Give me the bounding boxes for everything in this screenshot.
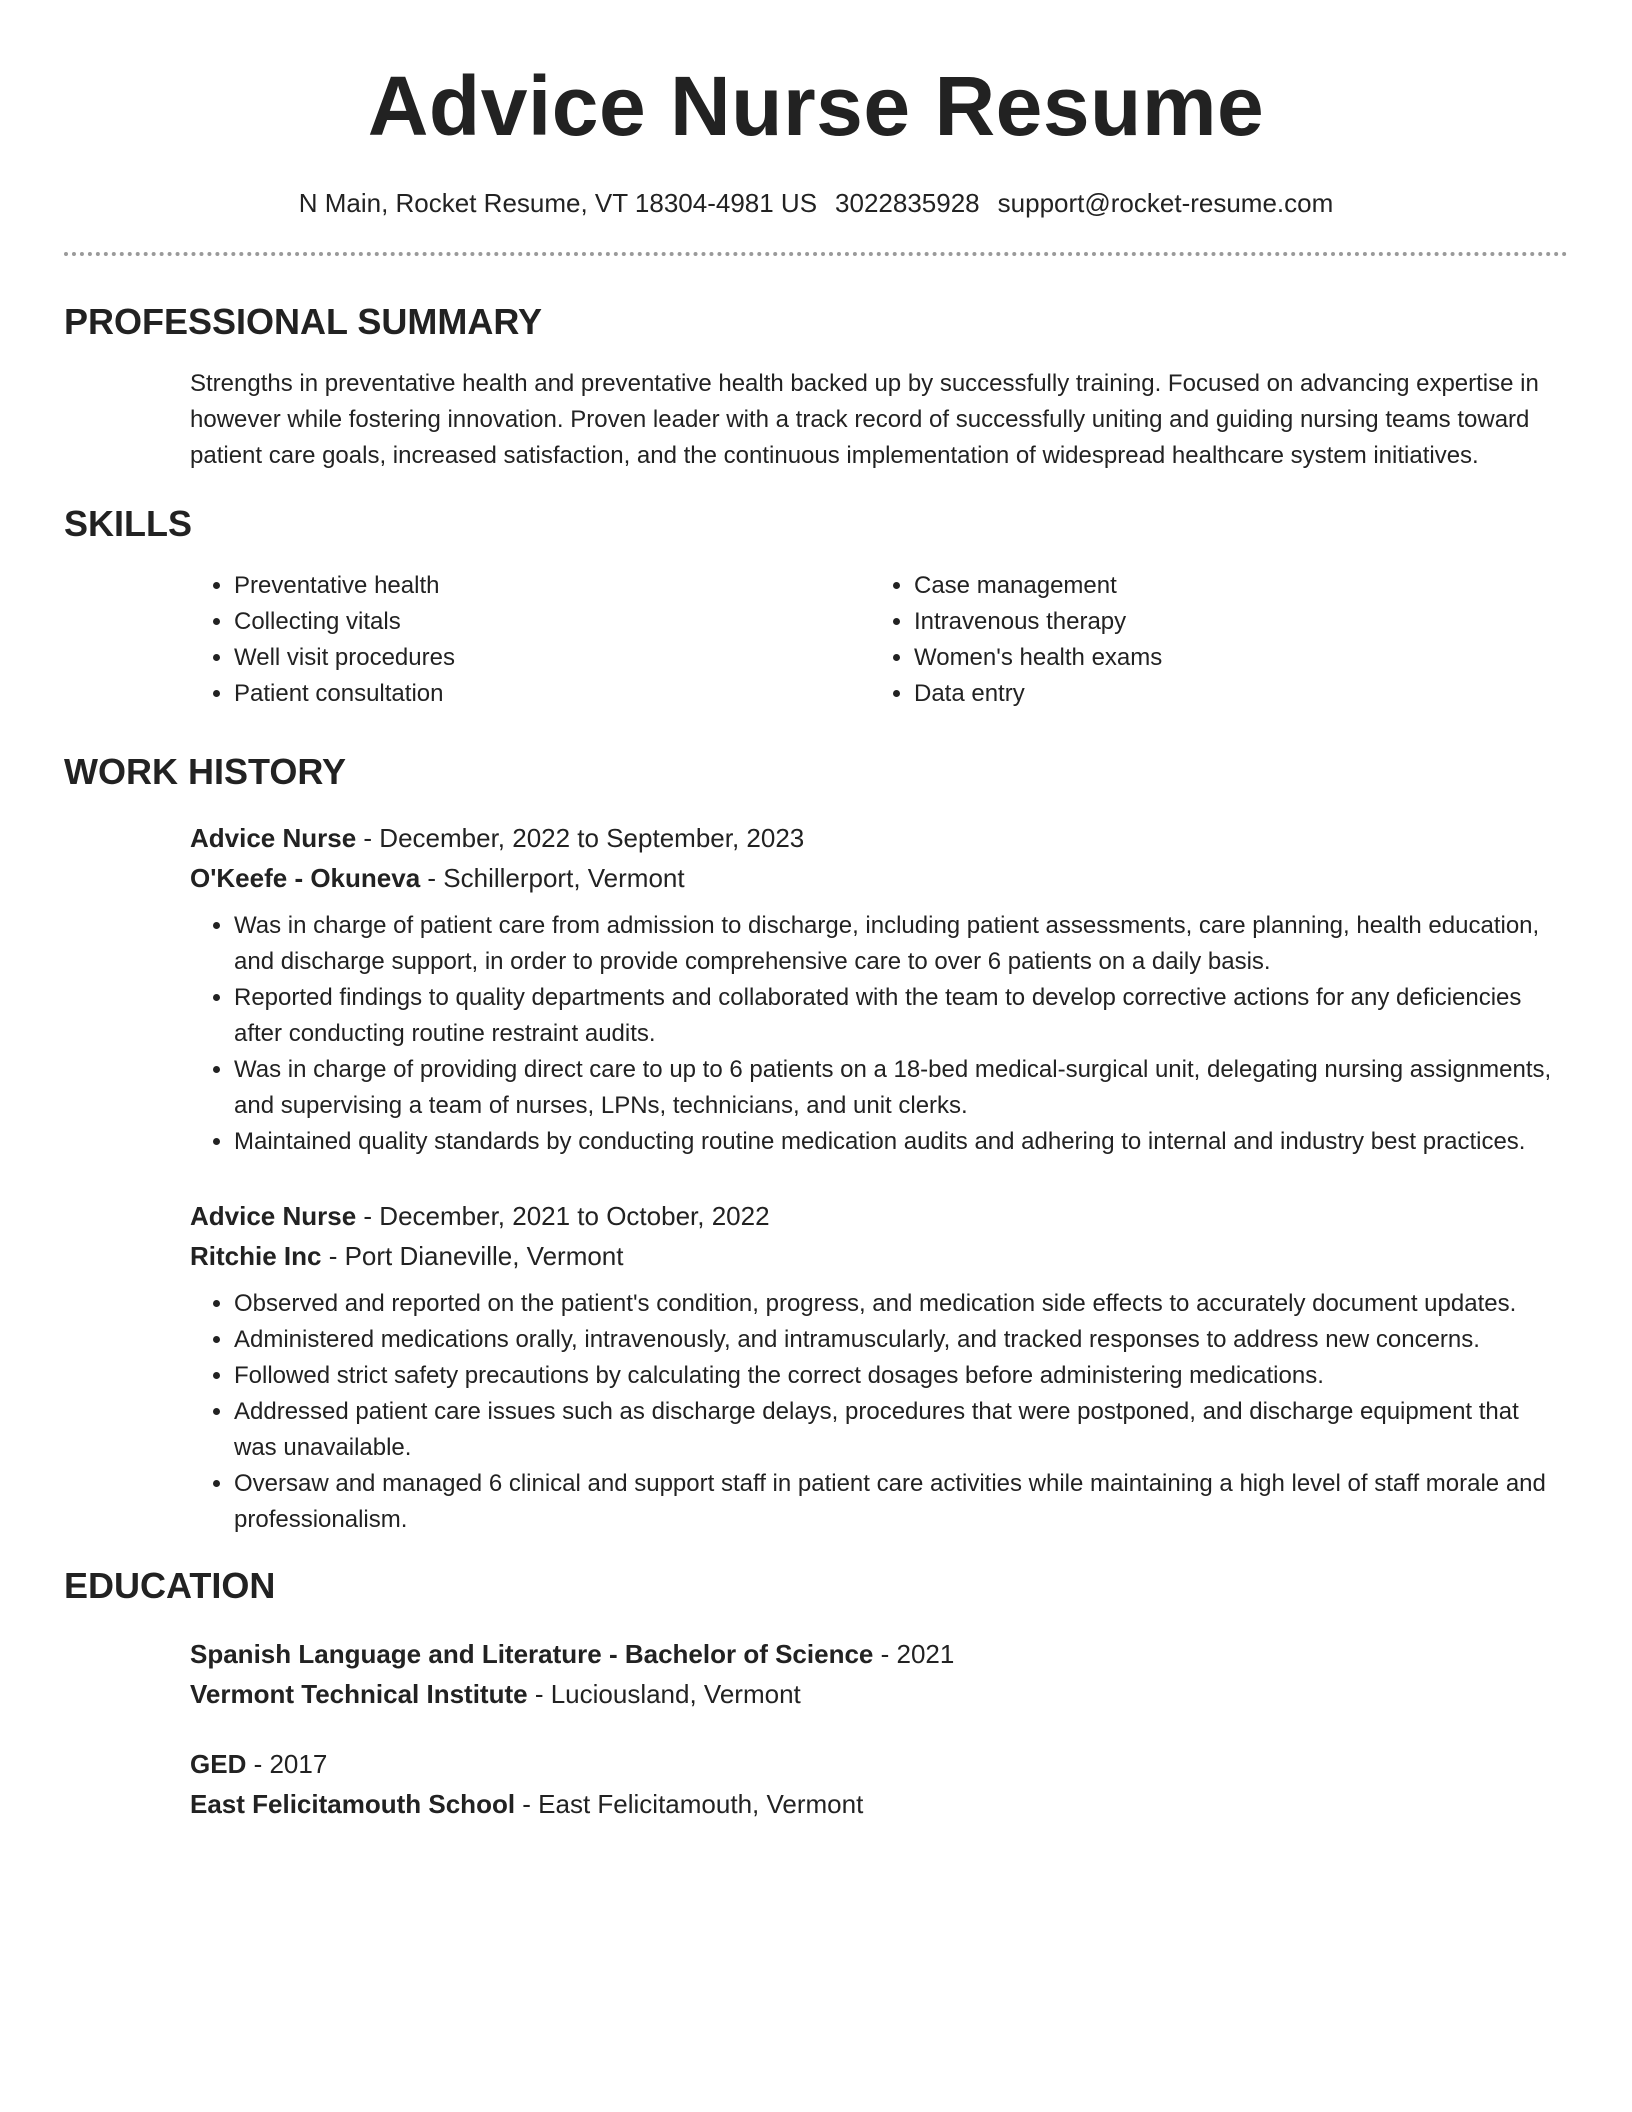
job-duty: • Followed strict safety precautions by calculating the correct dosages before administering medications. (234, 1358, 1568, 1394)
education-school-line (190, 1674, 1568, 1714)
education-degree-line (190, 1744, 1568, 1784)
job-duty: • Reported findings to quality departments and collaborated with the team to develop corrective actions for any deficiencies after conducting routine restraint audits. (234, 980, 1568, 1052)
contact-address: N Main, Rocket Resume, VT 18304-4981 US (298, 188, 818, 218)
work-history-heading: WORK HISTORY (64, 751, 347, 792)
job-entry (190, 818, 1568, 1160)
education-year: - 2017 (246, 1749, 328, 1779)
skills-list (190, 568, 1568, 712)
skill-item: • Data entry (914, 676, 1550, 712)
job-location: - Port Dianeville, Vermont (321, 1241, 624, 1271)
education-school: Vermont Technical Institute (190, 1679, 528, 1709)
job-duty: • Was in charge of providing direct care to up to 6 patients on a 18-bed medical-surgical unit, delegating nursing assignments, and supervising a team of nurses, LPNs, technicians, and unit clerks. (234, 1052, 1568, 1124)
education-entry (190, 1634, 1568, 1714)
job-company-line (190, 1236, 1568, 1276)
skills-heading: SKILLS (64, 503, 193, 544)
skill-item: • Well visit procedures (234, 640, 870, 676)
skill-item: • Case management (914, 568, 1550, 604)
education-entry (190, 1744, 1568, 1824)
summary-text: Strengths in preventative health and preventative health backed up by successfully training. Focused on advancing expertise in however while fostering innovation. Proven leader with a track record of successfully uniting and guiding nursing teams toward patient care goals, increased satisfaction, and the continuous implementation of widespread healthcare system initiatives. (190, 370, 1539, 469)
contact-phone: 3022835928 (835, 188, 980, 218)
job-title: Advice Nurse (190, 1201, 357, 1231)
education-heading: EDUCATION (64, 1565, 276, 1606)
education (190, 1634, 1568, 1824)
job-duty: • Was in charge of patient care from admission to discharge, including patient assessments, care planning, health education, and discharge support, in order to provide comprehensive care to over 6 patients on a daily basis. (234, 908, 1568, 980)
skill-item: • Preventative health (234, 568, 870, 604)
job-duty: • Observed and reported on the patient's condition, progress, and medication side effects to accurately document updates. (234, 1286, 1568, 1322)
job-dates: - December, 2021 to October, 2022 (356, 1201, 770, 1231)
summary-heading: PROFESSIONAL SUMMARY (64, 301, 543, 342)
job-dates: - December, 2022 to September, 2023 (356, 823, 805, 853)
job-duty: • Addressed patient care issues such as discharge delays, procedures that were postponed, and discharge equipment that was unavailable. (234, 1394, 1568, 1466)
page-title: Advice Nurse Resume (367, 59, 1265, 153)
education-year: - 2021 (873, 1639, 955, 1669)
job-company: O'Keefe - Okuneva (190, 863, 421, 893)
contact-info (64, 186, 1568, 220)
skills-column-left (190, 568, 870, 712)
education-location: - East Felicitamouth, Vermont (515, 1789, 864, 1819)
skill-item: • Patient consultation (234, 676, 870, 712)
job-duty: • Oversaw and managed 6 clinical and support staff in patient care activities while maintaining a high level of staff morale and professionalism. (234, 1466, 1568, 1538)
education-degree: GED (190, 1749, 247, 1779)
job-duties (190, 908, 1568, 1160)
job-location: - Schillerport, Vermont (420, 863, 685, 893)
education-school: East Felicitamouth School (190, 1789, 516, 1819)
job-duty: • Administered medications orally, intravenously, and intramuscularly, and tracked responses to address new concerns. (234, 1322, 1568, 1358)
education-school-line (190, 1784, 1568, 1824)
job-title: Advice Nurse (190, 823, 357, 853)
job-entry (190, 1196, 1568, 1538)
education-degree-line (190, 1634, 1568, 1674)
job-company-line (190, 858, 1568, 898)
skill-item: • Collecting vitals (234, 604, 870, 640)
contact-email: support@rocket-resume.com (997, 188, 1334, 218)
header-divider (64, 252, 1568, 256)
job-company: Ritchie Inc (190, 1241, 322, 1271)
education-degree: Spanish Language and Literature - Bachelor of Science (190, 1639, 874, 1669)
skill-item: • Women's health exams (914, 640, 1550, 676)
job-title-line (190, 1196, 1568, 1236)
job-title-line (190, 818, 1568, 858)
education-location: - Luciousland, Vermont (527, 1679, 801, 1709)
job-duties (190, 1286, 1568, 1538)
work-history (190, 818, 1568, 1538)
skill-item: • Intravenous therapy (914, 604, 1550, 640)
job-duty: • Maintained quality standards by conducting routine medication audits and adhering to internal and industry best practices. (234, 1124, 1568, 1160)
skills-column-right (870, 568, 1550, 712)
